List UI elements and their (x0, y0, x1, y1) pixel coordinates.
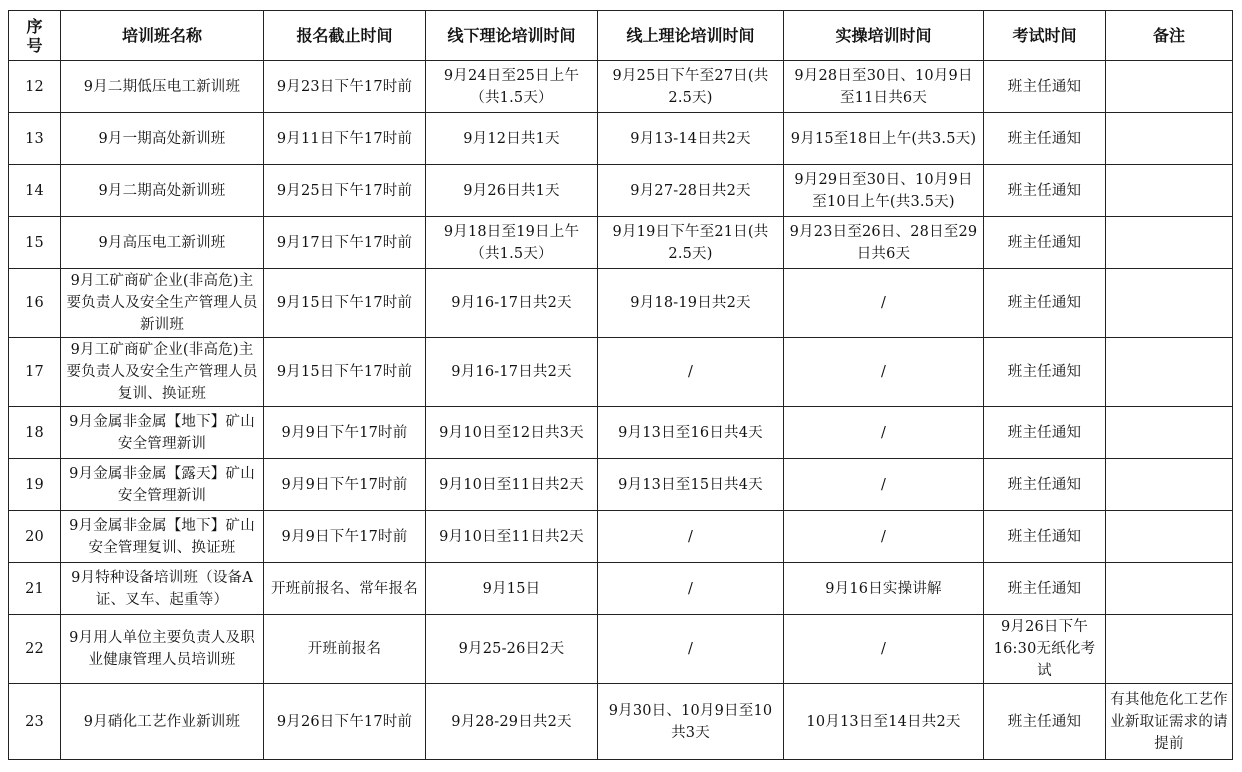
cell-offline-time: 9月10日至11日共2天 (426, 459, 598, 511)
cell-serial-no: 17 (9, 338, 61, 407)
cell-exam-time: 班主任通知 (984, 61, 1106, 113)
cell-practical-time: / (784, 269, 984, 338)
cell-online-time: 9月27-28日共2天 (598, 165, 784, 217)
cell-offline-time: 9月10日至11日共2天 (426, 511, 598, 563)
cell-offline-time: 9月24日至25日上午（共1.5天） (426, 61, 598, 113)
cell-offline-time: 9月16-17日共2天 (426, 269, 598, 338)
cell-class-name: 9月金属非金属【地下】矿山安全管理新训 (61, 407, 264, 459)
cell-deadline: 9月25日下午17时前 (264, 165, 426, 217)
cell-deadline: 9月15日下午17时前 (264, 338, 426, 407)
cell-practical-time: / (784, 407, 984, 459)
cell-practical-time: 9月29日至30日、10月9日至10日上午(共3.5天) (784, 165, 984, 217)
cell-exam-time: 班主任通知 (984, 459, 1106, 511)
cell-offline-time: 9月26日共1天 (426, 165, 598, 217)
cell-note (1106, 563, 1233, 615)
cell-class-name: 9月工矿商矿企业(非高危)主要负责人及安全生产管理人员新训班 (61, 269, 264, 338)
cell-serial-no: 14 (9, 165, 61, 217)
cell-note (1106, 615, 1233, 684)
cell-offline-time: 9月28-29日共2天 (426, 684, 598, 760)
cell-class-name: 9月金属非金属【露天】矿山安全管理新训 (61, 459, 264, 511)
cell-exam-time: 班主任通知 (984, 684, 1106, 760)
cell-deadline: 开班前报名、常年报名 (264, 563, 426, 615)
header-note: 备注 (1106, 11, 1233, 61)
cell-offline-time: 9月12日共1天 (426, 113, 598, 165)
cell-serial-no: 22 (9, 615, 61, 684)
header-offline-time: 线下理论培训时间 (426, 11, 598, 61)
cell-practical-time: 9月15至18日上午(共3.5天) (784, 113, 984, 165)
cell-class-name: 9月高压电工新训班 (61, 217, 264, 269)
cell-class-name: 9月金属非金属【地下】矿山安全管理复训、换证班 (61, 511, 264, 563)
table-row (9, 459, 1233, 511)
cell-online-time: 9月25日下午至27日(共2.5天) (598, 61, 784, 113)
cell-practical-time: / (784, 511, 984, 563)
cell-serial-no: 15 (9, 217, 61, 269)
cell-class-name: 9月二期低压电工新训班 (61, 61, 264, 113)
cell-deadline: 9月15日下午17时前 (264, 269, 426, 338)
table-row (9, 563, 1233, 615)
cell-offline-time: 9月10日至12日共3天 (426, 407, 598, 459)
cell-deadline: 9月9日下午17时前 (264, 511, 426, 563)
cell-class-name: 9月一期高处新训班 (61, 113, 264, 165)
cell-class-name: 9月工矿商矿企业(非高危)主要负责人及安全生产管理人员复训、换证班 (61, 338, 264, 407)
cell-note (1106, 511, 1233, 563)
cell-exam-time: 班主任通知 (984, 563, 1106, 615)
cell-note (1106, 165, 1233, 217)
cell-online-time: 9月30日、10月9日至10共3天 (598, 684, 784, 760)
cell-serial-no: 18 (9, 407, 61, 459)
cell-online-time: 9月13日至16日共4天 (598, 407, 784, 459)
cell-class-name: 9月用人单位主要负责人及职业健康管理人员培训班 (61, 615, 264, 684)
table-row (9, 165, 1233, 217)
header-exam-time: 考试时间 (984, 11, 1106, 61)
table-row (9, 269, 1233, 338)
cell-offline-time: 9月16-17日共2天 (426, 338, 598, 407)
cell-exam-time: 班主任通知 (984, 511, 1106, 563)
cell-class-name: 9月特种设备培训班（设备A证、叉车、起重等） (61, 563, 264, 615)
cell-exam-time: 班主任通知 (984, 407, 1106, 459)
cell-serial-no: 13 (9, 113, 61, 165)
cell-exam-time: 9月26日下午16:30无纸化考试 (984, 615, 1106, 684)
cell-offline-time: 9月15日 (426, 563, 598, 615)
cell-exam-time: 班主任通知 (984, 113, 1106, 165)
cell-offline-time: 9月18日至19日上午（共1.5天） (426, 217, 598, 269)
cell-online-time: 9月13-14日共2天 (598, 113, 784, 165)
cell-deadline: 9月9日下午17时前 (264, 407, 426, 459)
cell-serial-no: 21 (9, 563, 61, 615)
cell-serial-no: 23 (9, 684, 61, 760)
cell-note (1106, 113, 1233, 165)
table-row (9, 338, 1233, 407)
table-row (9, 684, 1233, 760)
cell-exam-time: 班主任通知 (984, 217, 1106, 269)
cell-note (1106, 338, 1233, 407)
cell-online-time: / (598, 338, 784, 407)
table-row (9, 407, 1233, 459)
cell-class-name: 9月二期高处新训班 (61, 165, 264, 217)
cell-practical-time: / (784, 615, 984, 684)
cell-note (1106, 407, 1233, 459)
cell-class-name: 9月硝化工艺作业新训班 (61, 684, 264, 760)
header-row (9, 11, 1233, 61)
table-row (9, 113, 1233, 165)
cell-exam-time: 班主任通知 (984, 165, 1106, 217)
header-class-name: 培训班名称 (61, 11, 264, 61)
header-deadline: 报名截止时间 (264, 11, 426, 61)
cell-deadline: 9月26日下午17时前 (264, 684, 426, 760)
cell-online-time: / (598, 615, 784, 684)
table-row (9, 61, 1233, 113)
table-row (9, 615, 1233, 684)
cell-serial-no: 19 (9, 459, 61, 511)
cell-online-time: / (598, 563, 784, 615)
cell-deadline: 9月9日下午17时前 (264, 459, 426, 511)
header-serial-no: 序号 (9, 11, 61, 61)
cell-exam-time: 班主任通知 (984, 338, 1106, 407)
cell-online-time: / (598, 511, 784, 563)
cell-offline-time: 9月25-26日2天 (426, 615, 598, 684)
cell-practical-time: 9月28日至30日、10月9日至11日共6天 (784, 61, 984, 113)
cell-note (1106, 269, 1233, 338)
cell-practical-time: 10月13日至14日共2天 (784, 684, 984, 760)
cell-deadline: 9月23日下午17时前 (264, 61, 426, 113)
table-row (9, 217, 1233, 269)
cell-practical-time: / (784, 338, 984, 407)
cell-deadline: 开班前报名 (264, 615, 426, 684)
header-practical-time: 实操培训时间 (784, 11, 984, 61)
cell-serial-no: 20 (9, 511, 61, 563)
cell-deadline: 9月17日下午17时前 (264, 217, 426, 269)
cell-note: 有其他危化工艺作业新取证需求的请提前 (1106, 684, 1233, 760)
cell-online-time: 9月19日下午至21日(共2.5天) (598, 217, 784, 269)
training-schedule-table (8, 10, 1233, 760)
cell-exam-time: 班主任通知 (984, 269, 1106, 338)
cell-practical-time: / (784, 459, 984, 511)
cell-note (1106, 61, 1233, 113)
cell-note (1106, 217, 1233, 269)
cell-practical-time: 9月23日至26日、28日至29日共6天 (784, 217, 984, 269)
header-online-time: 线上理论培训时间 (598, 11, 784, 61)
cell-online-time: 9月18-19日共2天 (598, 269, 784, 338)
cell-practical-time: 9月16日实操讲解 (784, 563, 984, 615)
cell-deadline: 9月11日下午17时前 (264, 113, 426, 165)
cell-serial-no: 12 (9, 61, 61, 113)
table-row (9, 511, 1233, 563)
cell-serial-no: 16 (9, 269, 61, 338)
cell-online-time: 9月13日至15日共4天 (598, 459, 784, 511)
cell-note (1106, 459, 1233, 511)
